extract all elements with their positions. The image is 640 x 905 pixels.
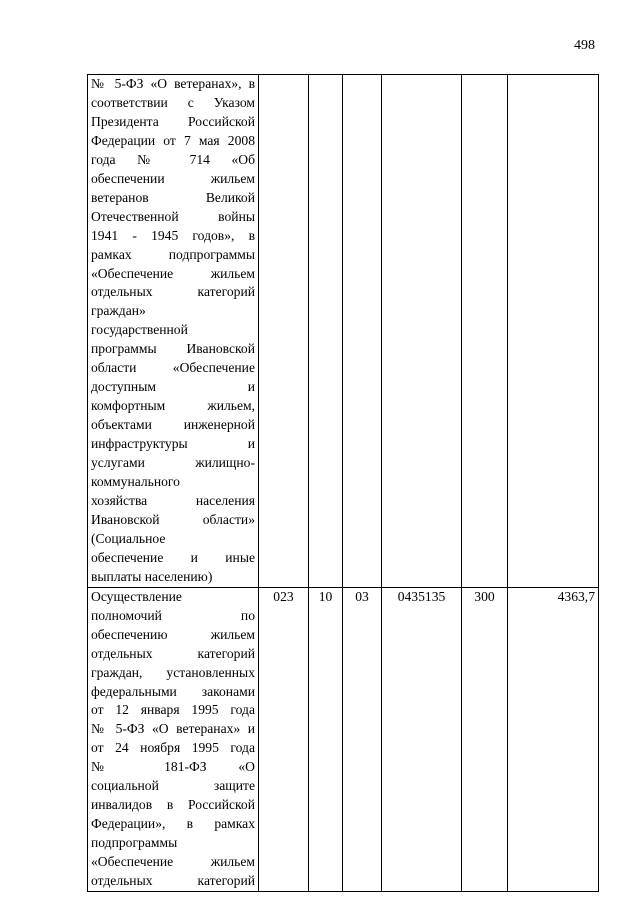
description-line: 1941 - 1945 годов», в — [91, 227, 255, 243]
budget-table — [87, 74, 599, 892]
description-line: граждан» — [91, 303, 146, 319]
description-line: услугами жилищно- — [91, 455, 255, 471]
description-line: подпрограммы — [91, 835, 178, 851]
section-code-cell: 10 — [309, 587, 343, 891]
description-line: социальной защите — [91, 778, 255, 794]
description-line: инфраструктуры и — [91, 436, 255, 452]
description-line: № 5-ФЗ «О ветеранах» и — [91, 721, 255, 737]
expense-type-cell: 300 — [462, 587, 508, 891]
description-line: программы Ивановской — [91, 341, 255, 357]
subsection-code-cell: 03 — [343, 587, 382, 891]
page-number: 498 — [574, 38, 595, 53]
description-line: федеральными законами — [91, 683, 255, 699]
description-line: области «Обеспечение — [91, 360, 255, 376]
description-line: государственной — [91, 322, 188, 338]
description-line: отдельных категорий — [91, 284, 255, 300]
description-lines — [91, 75, 255, 587]
description-line: Отечественной войны — [91, 208, 255, 224]
section-code-cell — [309, 75, 343, 588]
description-line: доступным и — [91, 379, 255, 395]
description-line: № 5-ФЗ «О ветеранах», в — [91, 76, 255, 91]
description-line: от 12 января 1995 года — [91, 702, 255, 718]
description-line: Ивановской области» — [91, 511, 255, 527]
description-line: обеспечение и иные — [91, 549, 255, 565]
row-description — [88, 75, 259, 588]
description-line: «Обеспечение жильем — [91, 854, 255, 870]
description-line: комфортным жильем, — [91, 398, 255, 414]
table-row — [88, 587, 599, 891]
description-line: выплаты населению) — [91, 568, 213, 584]
admin-code-cell — [259, 75, 309, 588]
expense-type-cell — [462, 75, 508, 588]
description-line: обеспечении жильем — [91, 170, 255, 186]
amount-cell: 4363,7 — [508, 587, 599, 891]
description-line: Федерации от 7 мая 2008 — [91, 132, 255, 148]
description-line: отдельных категорий — [91, 873, 255, 889]
description-line: хозяйства населения — [91, 492, 255, 508]
description-line: года № 714 «Об — [91, 151, 255, 167]
description-lines — [91, 588, 255, 891]
table-row — [88, 75, 599, 588]
description-line: граждан, установленных — [91, 664, 255, 680]
description-line: полномочий по — [91, 607, 255, 623]
target-code-cell — [382, 75, 462, 588]
description-line: № 181-ФЗ «О — [91, 759, 255, 775]
target-code-cell: 0435135 — [382, 587, 462, 891]
description-line: «Обеспечение жильем — [91, 265, 255, 281]
subsection-code-cell — [343, 75, 382, 588]
row-description — [88, 587, 259, 891]
amount-cell — [508, 75, 599, 588]
description-line: ветеранов Великой — [91, 189, 255, 205]
description-line: отдельных категорий — [91, 645, 255, 661]
description-line: объектами инженерной — [91, 417, 255, 433]
description-line: коммунального — [91, 474, 180, 490]
description-line: соответствии с Указом — [91, 94, 255, 110]
description-line: (Социальное — [91, 530, 166, 546]
description-line: Федерации», в рамках — [91, 816, 255, 832]
description-line: от 24 ноября 1995 года — [91, 740, 255, 756]
description-line: инвалидов в Российской — [91, 797, 255, 813]
description-line: рамках подпрограммы — [91, 246, 255, 262]
description-line: Осуществление — [91, 588, 182, 604]
description-line: Президента Российской — [91, 113, 255, 129]
admin-code-cell: 023 — [259, 587, 309, 891]
description-line: обеспечению жильем — [91, 626, 255, 642]
